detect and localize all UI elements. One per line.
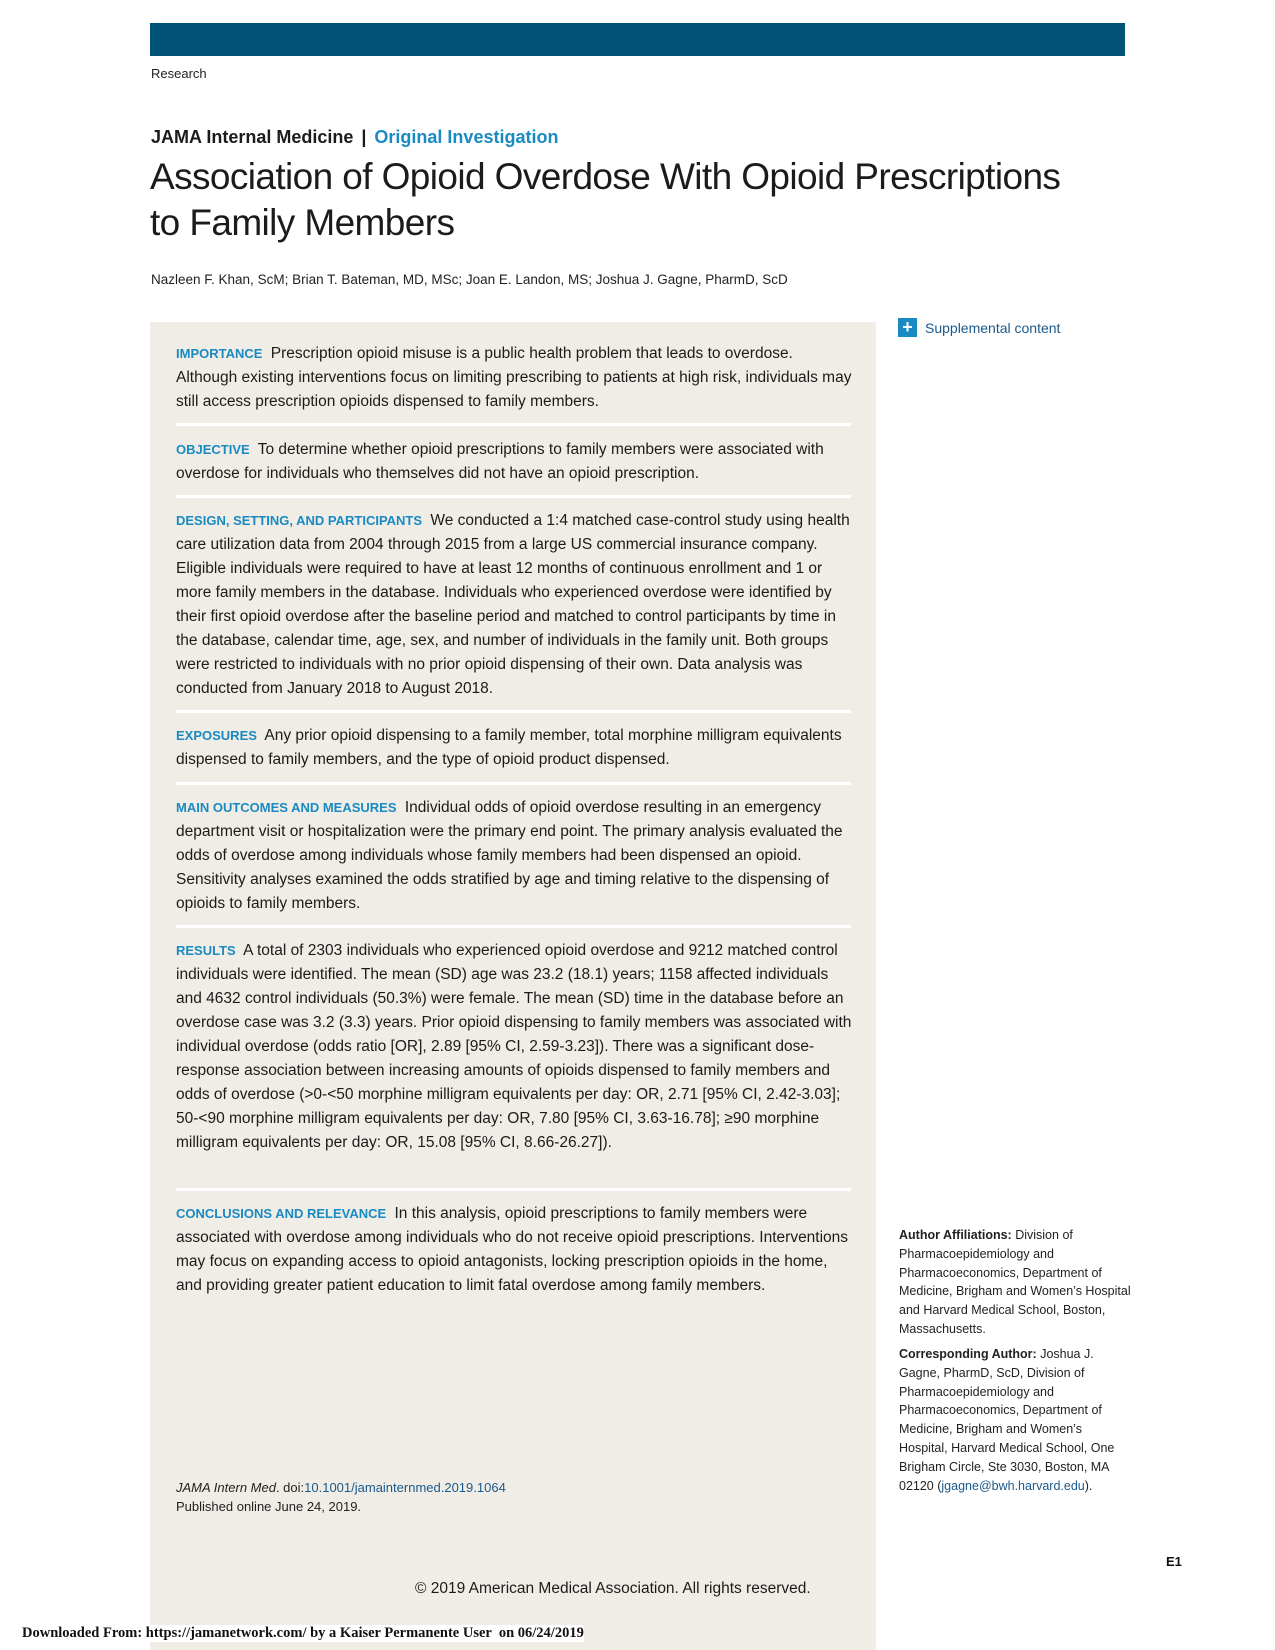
design-heading: DESIGN, SETTING, AND PARTICIPANTS — [176, 513, 423, 528]
author-list: Nazleen F. Khan, ScM; Brian T. Bateman, MD, MSc; Joan E. Landon, MS; Joshua J. Gagne, PharmD, ScD — [151, 272, 788, 287]
abstract-objective — [176, 438, 852, 486]
section-label: Research — [151, 66, 207, 81]
affiliations-heading: Author Affiliations: — [899, 1228, 1012, 1242]
journal-name: JAMA Internal Medicine — [151, 127, 354, 147]
abstract-exposures — [176, 724, 852, 772]
abstract-divider — [176, 782, 851, 785]
results-heading: RESULTS — [176, 943, 236, 958]
abstract-divider — [176, 495, 851, 498]
outcomes-heading: MAIN OUTCOMES AND MEASURES — [176, 800, 397, 815]
article-type: Original Investigation — [374, 127, 559, 147]
exposures-text: Any prior opioid dispensing to a family member, total morphine milligram equivalents dispensed to family members, and the type of opioid product dispensed. — [176, 727, 842, 768]
importance-text: Prescription opioid misuse is a public health problem that leads to overdose. Although existing interventions focus on limiting prescribing to patients at high risk, individuals may still access prescription opioids dispensed to family members. — [176, 345, 852, 410]
author-affiliations — [899, 1226, 1131, 1339]
citation-doi-prefix: . doi: — [275, 1480, 305, 1495]
abstract-importance — [176, 342, 852, 414]
abstract-design — [176, 509, 852, 701]
article-title: Association of Opioid Overdose With Opioid Prescriptions to Family Members — [150, 156, 1061, 243]
abstract-divider — [176, 1188, 851, 1191]
conclusions-heading: CONCLUSIONS AND RELEVANCE — [176, 1206, 387, 1221]
doi-link[interactable]: 10.1001/jamainternmed.2019.1064 — [304, 1480, 506, 1495]
header-bar — [150, 23, 1125, 56]
published-date: Published online June 24, 2019. — [176, 1499, 362, 1514]
outcomes-text: Individual odds of opioid overdose resulting in an emergency department visit or hospitalization were the primary end point. The primary analysis evaluated the odds of overdose among individuals whose family members had been dispensed an opioid. Sensitivity analyses examined the odds stratified by age and timing relative to the dispensing of opioids to family members. — [176, 799, 843, 912]
corresponding-heading: Corresponding Author: — [899, 1347, 1037, 1361]
supplemental-label: Supplemental content — [925, 319, 1061, 336]
conclusions-text: In this analysis, opioid prescriptions to family members were associated with overdose among individuals who do not receive opioid prescriptions. Interventions may focus on expanding access to opioid antagonists, locking prescription opioids in the home, and providing greater patient education to limit fatal overdose among family members. — [176, 1205, 849, 1294]
design-text: We conducted a 1:4 matched case-control study using health care utilization data from 2004 through 2015 from a large US commercial insurance company. Eligible individuals were required to have at least 12 months of continuous enrollment and 1 or more family members in the database. Individuals who experienced overdose were identified by their first opioid overdose after the baseline period and matched to control participants by time in the database, calendar time, age, sex, and number of individuals in the family unit. Both groups were restricted to individuals with no prior opioid dispensing of their own. Data analysis was conducted from January 2018 to August 2018. — [176, 512, 850, 697]
citation — [176, 1478, 506, 1516]
copyright-notice: © 2019 American Medical Association. All rights reserved. — [415, 1580, 811, 1597]
objective-heading: OBJECTIVE — [176, 442, 250, 457]
download-note: Downloaded From: https://jamanetwork.com/ by a Kaiser Permanente User on 06/24/2019 — [22, 1625, 584, 1641]
plus-icon: + — [898, 318, 917, 337]
corresponding-author — [899, 1345, 1131, 1495]
email-link[interactable]: jgagne@bwh.harvard.edu — [941, 1478, 1085, 1493]
abstract-divider — [176, 710, 851, 713]
affiliations-text: Division of Pharmacoepidemiology and Pharmacoeconomics, Department of Medicine, Brigham and Women’s Hospital and Harvard Medical School, Boston, Massachusetts. — [899, 1228, 1131, 1336]
results-text: A total of 2303 individuals who experienced opioid overdose and 9212 matched control individuals were identified. The mean (SD) age was 23.2 (18.1) years; 1158 affected individuals and 4632 control individuals (50.3%) were female. The mean (SD) time in the database before an overdose case was 3.2 (3.3) years. Prior opioid dispensing to family members was associated with individual overdose (odds ratio [OR], 2.89 [95% CI, 2.59-3.23]). There was a significant dose-response association between increasing amounts of opioids dispensed to family members and odds of overdose (>0-<50 morphine milligram equivalents per day: OR, 2.71 [95% CI, 2.42-3.03]; 50-<90 morphine milligram equivalents per day: OR, 7.80 [95% CI, 3.63-16.78]; ≥90 morphine milligram equivalents per day: OR, 15.08 [95% CI, 8.66-26.27]). — [176, 942, 852, 1151]
corresponding-text: Joshua J. Gagne, PharmD, ScD, Division of Pharmacoepidemiology and Pharmacoeconomics, Department of Medicine, Brigham and Women’s Hospital, Harvard Medical School, One Brigham Circle, Ste 3030, Boston, MA 02120 ( — [899, 1347, 1115, 1493]
page-number: E1 — [1166, 1554, 1182, 1569]
importance-heading: IMPORTANCE — [176, 346, 263, 361]
abstract-conclusions — [176, 1202, 852, 1298]
abstract-outcomes — [176, 796, 852, 916]
abstract-divider — [176, 423, 851, 426]
citation-journal: JAMA Intern Med — [176, 1480, 276, 1495]
supplemental-content-link[interactable] — [898, 318, 1060, 337]
exposures-heading: EXPOSURES — [176, 728, 257, 743]
abstract-results — [176, 939, 852, 1155]
abstract-divider — [176, 925, 851, 928]
journal-line — [151, 127, 558, 148]
corresponding-close: ). — [1084, 1478, 1093, 1493]
journal-separator: | — [361, 127, 367, 147]
objective-text: To determine whether opioid prescriptions to family members were associated with overdose for individuals who themselves did not have an opioid prescription. — [176, 441, 824, 482]
